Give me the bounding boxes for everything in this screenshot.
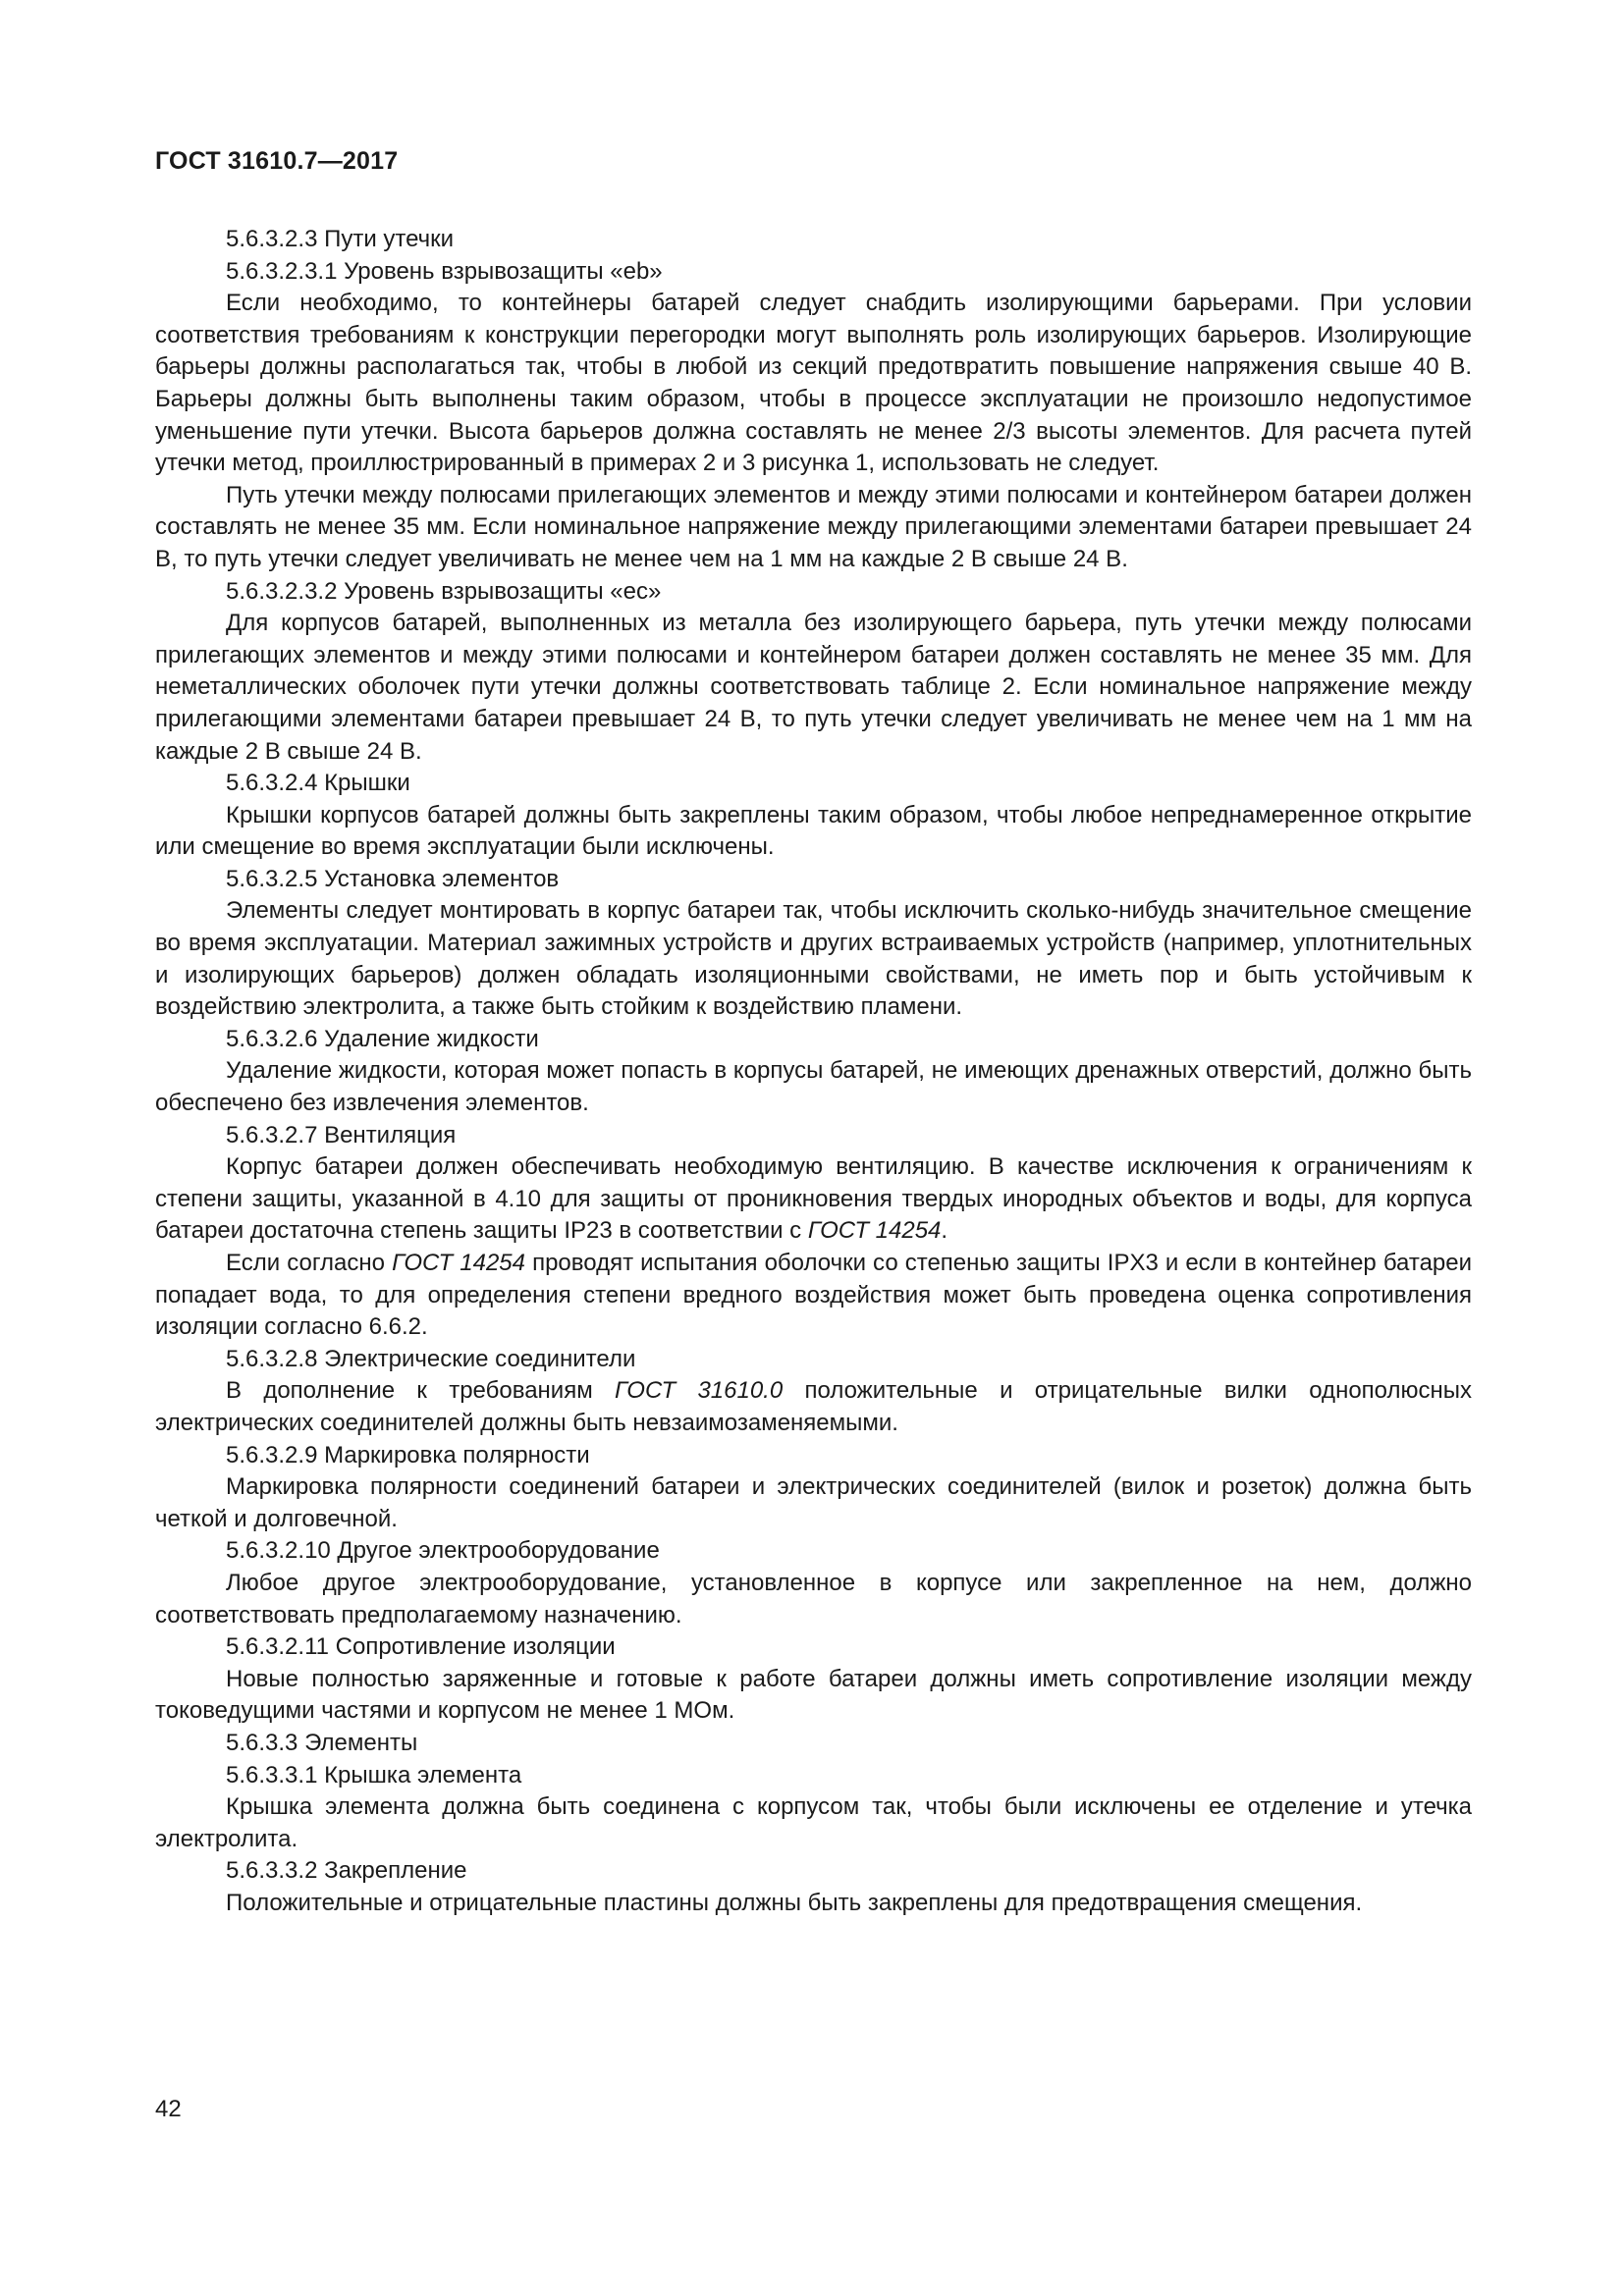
paragraph-text: 5.6.3.2.10 Другое электрооборудование <box>226 1537 660 1565</box>
paragraph-text: Элементы следует монтировать в корпус батареи так, чтобы исключить сколько-нибудь значительное смещение во время эксплуатации. Материал зажимных устройств и других встраиваемых устройств (например, уплотнительных и изолирующих барьеров) должен обладать изоляционными свойствами, не иметь пор и быть устойчивым к воздействию электролита, а также быть стойким к воздействию пламени. <box>155 897 1472 1021</box>
body-paragraph <box>155 1055 1472 1119</box>
section-heading <box>155 1024 1472 1056</box>
page-number: 42 <box>155 2096 182 2122</box>
body-paragraph <box>155 1248 1472 1344</box>
paragraph-text: Крышки корпусов батарей должны быть закреплены таким образом, чтобы любое непреднамеренное открытие или смещение во время эксплуатации были исключены. <box>155 801 1472 861</box>
paragraph-text: Положительные и отрицательные пластины должны быть закреплены для предотвращения смещения. <box>226 1889 1363 1916</box>
body-paragraph <box>155 1888 1472 1920</box>
body-paragraph <box>155 288 1472 480</box>
section-heading <box>155 576 1472 609</box>
paragraph-text: Корпус батареи должен обеспечивать необходимую вентиляцию. В качестве исключения к ограничениям к степени защиты, указанной в 4.10 для защиты от проникновения твердых инородных объектов и воды, для корпуса батареи достаточна степень защиты IP23 в соответствии с <box>155 1153 1472 1245</box>
paragraph-text: проводят испытания оболочки со степенью защиты IPX3 и если в контейнер батареи попадает вода, то для определения степени вредного воздействия может быть проведена оценка сопротивления изоляции согласно 6.6.2. <box>155 1250 1473 1341</box>
standard-reference: ГОСТ 31610.0 <box>615 1377 784 1405</box>
standard-reference: ГОСТ 14254 <box>392 1250 526 1276</box>
paragraph-text: Крышка элемента должна быть соединена с корпусом так, чтобы были исключены ее отделение и утечка электролита. <box>155 1793 1472 1852</box>
body-paragraph <box>155 480 1472 576</box>
section-heading <box>155 256 1472 289</box>
section-heading <box>155 864 1472 896</box>
section-heading <box>155 1855 1472 1888</box>
paragraph-text: Для корпусов батарей, выполненных из металла без изолирующего барьера, путь утечки между полюсами прилегающих элементов и между этими полюсами и контейнером батареи должен составлять не менее 35 мм. Для неметаллических оболочек пути утечки должны соответствовать таблице 2. Если номинальное напряжение между прилегающими элементами батареи превышает 24 В, то путь утечки следует увеличивать не менее чем на 1 мм на каждые 2 В свыше 24 В. <box>155 610 1472 765</box>
body-paragraph <box>155 1664 1472 1728</box>
paragraph-text: Путь утечки между полюсами прилегающих элементов и между этими полюсами и контейнером батареи должен составлять не менее 35 мм. Если номинальное напряжение между прилегающими элементами батареи превышает 24 В, то путь утечки следует увеличивать не менее чем на 1 мм на каждые 2 В свыше 24 В. <box>155 481 1472 572</box>
paragraph-text: 5.6.3.2.8 Электрические соединители <box>226 1345 636 1372</box>
body-paragraph <box>155 800 1472 864</box>
paragraph-text: 5.6.3.2.3 Пути утечки <box>226 226 455 252</box>
body-paragraph <box>155 1471 1472 1535</box>
paragraph-text: . <box>941 1217 948 1245</box>
section-heading <box>155 1631 1472 1664</box>
section-heading <box>155 1344 1472 1376</box>
body-paragraph <box>155 1568 1472 1631</box>
body-paragraph <box>155 1791 1472 1855</box>
paragraph-text: Маркировка полярности соединений батареи и электрических соединителей (вилок и розеток) должна быть четкой и долговечной. <box>155 1473 1472 1532</box>
section-heading <box>155 768 1472 800</box>
standard-reference: ГОСТ 14254 <box>807 1217 942 1245</box>
body-paragraph <box>155 1375 1472 1439</box>
paragraph-text: 5.6.3.2.6 Удаление жидкости <box>226 1025 539 1052</box>
paragraph-text: 5.6.3.2.3.2 Уровень взрывозащиты «ec» <box>226 577 662 605</box>
document-header: ГОСТ 31610.7—2017 <box>155 147 399 175</box>
paragraph-text: 5.6.3.3 Элементы <box>226 1729 418 1756</box>
paragraph-text: 5.6.3.3.1 Крышка элемента <box>226 1761 522 1789</box>
paragraph-text: 5.6.3.2.4 Крышки <box>226 770 410 797</box>
document-body <box>155 224 1472 1919</box>
section-heading <box>155 224 1472 256</box>
section-heading <box>155 1535 1472 1568</box>
paragraph-text: Если необходимо, то контейнеры батарей следует снабдить изолирующими барьерами. При условии соответствия требованиям к конструкции перегородки могут выполнять роль изолирующих барьеров. Изолирующие барьеры должны располагаться так, чтобы в любой из секций предотвратить повышение напряжения свыше 40 В. Барьеры должны быть выполнены таким образом, чтобы в процессе эксплуатации не произошло недопустимое уменьшение пути утечки. Высота барьеров должна составлять не менее 2/3 высоты элементов. Для расчета путей утечки метод, проиллюстрированный в примерах 2 и 3 рисунка 1, использовать не следует. <box>155 290 1472 477</box>
section-heading <box>155 1728 1472 1760</box>
paragraph-text: 5.6.3.2.11 Сопротивление изоляции <box>226 1633 616 1661</box>
paragraph-text: Новые полностью заряженные и готовые к работе батареи должны иметь сопротивление изоляции между токоведущими частями и корпусом не менее 1 МОм. <box>155 1665 1472 1725</box>
paragraph-text: 5.6.3.2.5 Установка элементов <box>226 865 560 892</box>
body-paragraph <box>155 1151 1472 1248</box>
paragraph-text: 5.6.3.2.7 Вентиляция <box>226 1121 457 1148</box>
paragraph-text: Удаление жидкости, которая может попасть в корпусы батарей, не имеющих дренажных отверстий, должно быть обеспечено без извлечения элементов. <box>155 1057 1472 1117</box>
paragraph-text: Если согласно <box>226 1250 393 1276</box>
section-heading <box>155 1440 1472 1472</box>
body-paragraph <box>155 608 1472 768</box>
section-heading <box>155 1760 1472 1792</box>
paragraph-text: Любое другое электрооборудование, установленное в корпусе или закрепленное на нем, должно соответствовать предполагаемому назначению. <box>155 1569 1472 1629</box>
body-paragraph <box>155 895 1472 1023</box>
paragraph-text: 5.6.3.2.3.1 Уровень взрывозащиты «eb» <box>226 257 663 285</box>
paragraph-text: 5.6.3.2.9 Маркировка полярности <box>226 1441 590 1468</box>
paragraph-text: В дополнение к требованиям <box>226 1377 616 1405</box>
paragraph-text: 5.6.3.3.2 Закрепление <box>226 1857 467 1885</box>
paragraph-text: положительные и отрицательные вилки однополюсных электрических соединителей должны быть невзаимозаменяемыми. <box>155 1377 1472 1436</box>
section-heading <box>155 1120 1472 1152</box>
